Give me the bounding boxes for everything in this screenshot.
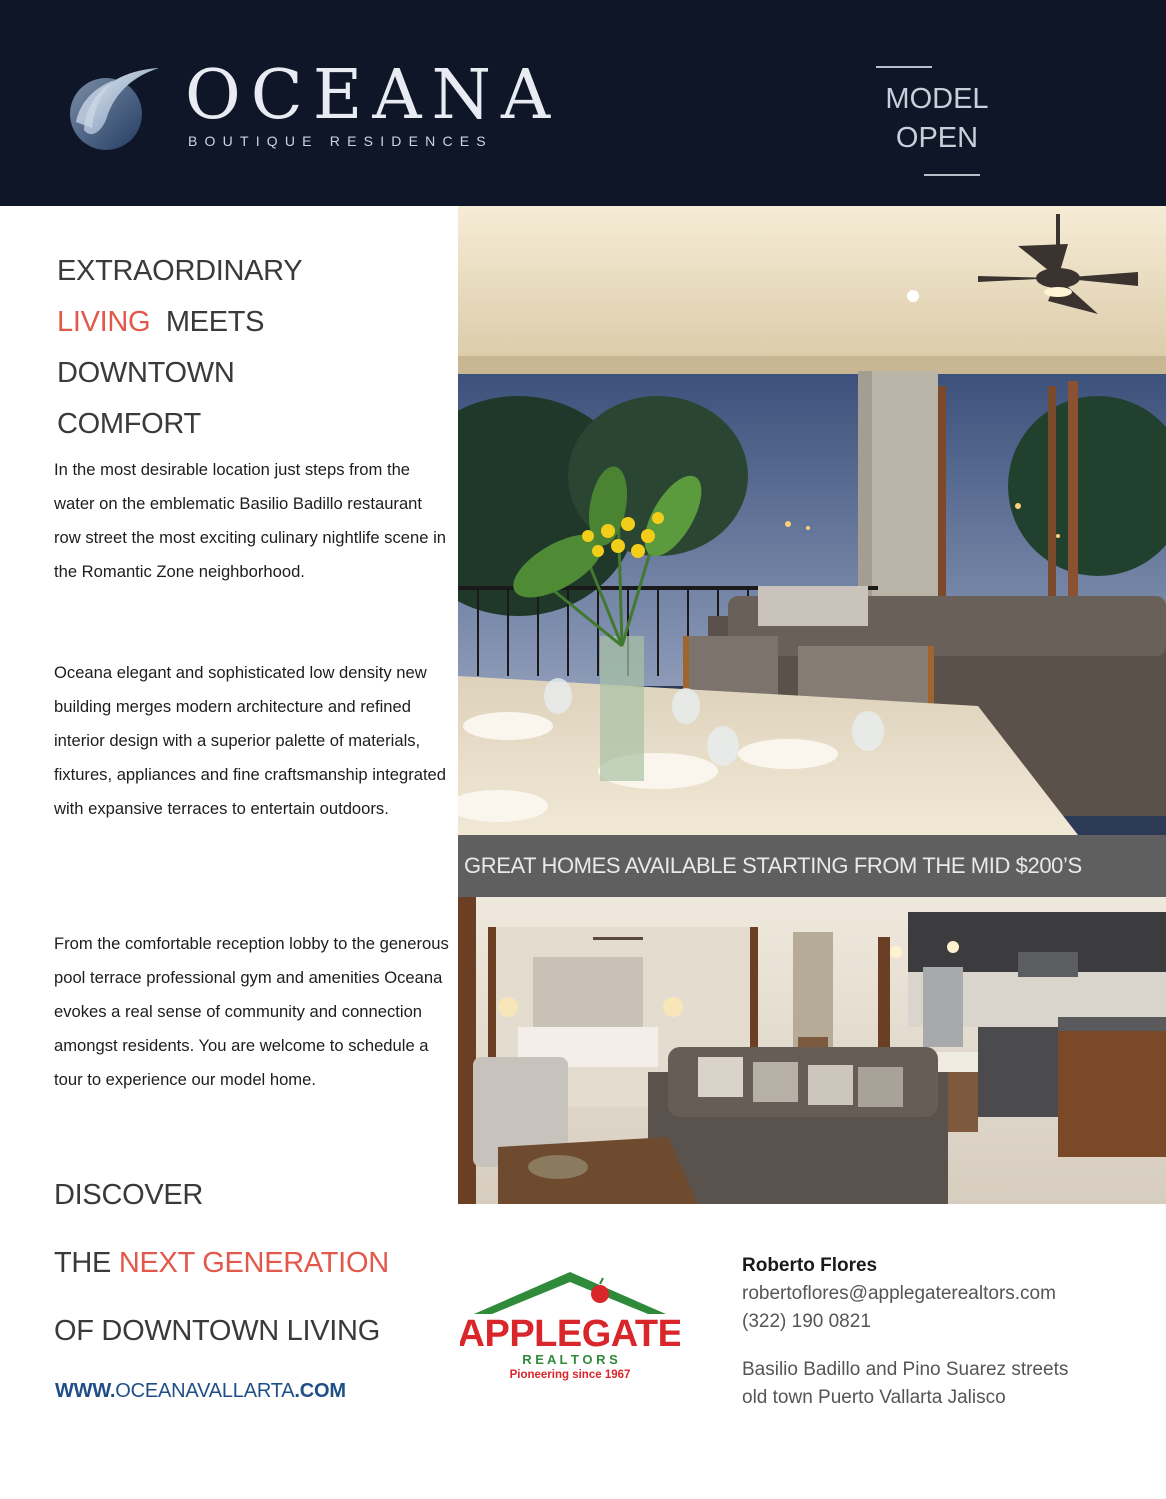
header-bar: [0, 0, 1166, 206]
website-domain: OCEANAVALLARTA: [115, 1380, 295, 1402]
paragraph-amenities: From the comfortable reception lobby to the generous pool terrace professional gym and amenities Oceana evokes a real sense of community and connection amongst residents. You are welcome to schedule a tour to experience our model home.: [54, 934, 449, 1089]
contact-email[interactable]: robertoflores@applegaterealtors.com: [742, 1283, 1056, 1304]
website-prefix: WWW.: [55, 1380, 116, 1402]
paragraph-building: Oceana elegant and sophisticated low density new building merges modern architecture and refined interior design with a superior palette of materials, fixtures, appliances and fine craftsmanship integrated with expansive terraces to entertain outdoors.: [54, 663, 447, 818]
contact-address-line-2: old town Puerto Vallarta Jalisco: [742, 1387, 1006, 1408]
dining-room-photo: [458, 206, 1166, 835]
model-open-badge: [876, 80, 998, 158]
discover-line-2: [54, 1247, 389, 1280]
price-banner: [458, 835, 1166, 897]
brand-tagline: BOUTIQUE RESIDENCES: [188, 133, 493, 149]
discover-line-1: DISCOVER: [54, 1179, 204, 1211]
website-link[interactable]: [55, 1380, 346, 1403]
headline-line-3: DOWNTOWN: [57, 357, 235, 389]
headline-line-2-rest: MEETS: [165, 306, 265, 338]
price-banner-text: GREAT HOMES AVAILABLE STARTING FROM THE MID $200’S: [464, 853, 1082, 878]
headline-line-2: [57, 297, 302, 348]
discover-line-3: OF DOWNTOWN LIVING: [54, 1315, 380, 1347]
brand-wordmark: OCEANA: [185, 56, 561, 135]
applegate-realtors-logo: [460, 1270, 680, 1385]
discover-line-2-pre: THE: [54, 1247, 112, 1279]
contact-phone[interactable]: (322) 190 0821: [742, 1311, 871, 1332]
badge-top-rule: [876, 66, 932, 68]
headline: [57, 246, 302, 450]
paragraph-location: In the most desirable location just steps from the water on the emblematic Basilio Badillo restaurant row street the most exciting culinary nightlife scene in the Romantic Zone neighborhood.: [54, 460, 446, 581]
applegate-subtitle: R E A L T O R S: [522, 1352, 618, 1367]
badge-line-1: MODEL: [885, 83, 989, 115]
applegate-house-roof-icon: [460, 1270, 680, 1385]
discover-accent: NEXT GENERATION: [118, 1247, 389, 1279]
living-kitchen-photo: [458, 897, 1166, 1204]
contact-name: Roberto Flores: [742, 1255, 878, 1276]
headline-accent: LIVING: [57, 306, 151, 338]
badge-bottom-rule: [924, 174, 980, 176]
headline-line-4: COMFORT: [57, 408, 201, 440]
headline-line-1: EXTRAORDINARY: [57, 255, 303, 287]
contact-address-line-1: Basilio Badillo and Pino Suarez streets: [742, 1359, 1069, 1380]
oceana-wave-logo-icon: [64, 62, 164, 154]
badge-line-2: OPEN: [895, 122, 979, 154]
website-suffix: .COM: [294, 1380, 346, 1402]
applegate-slogan: Pioneering since 1967: [509, 1369, 631, 1381]
applegate-wordmark: APPLEGATE: [460, 1313, 680, 1355]
